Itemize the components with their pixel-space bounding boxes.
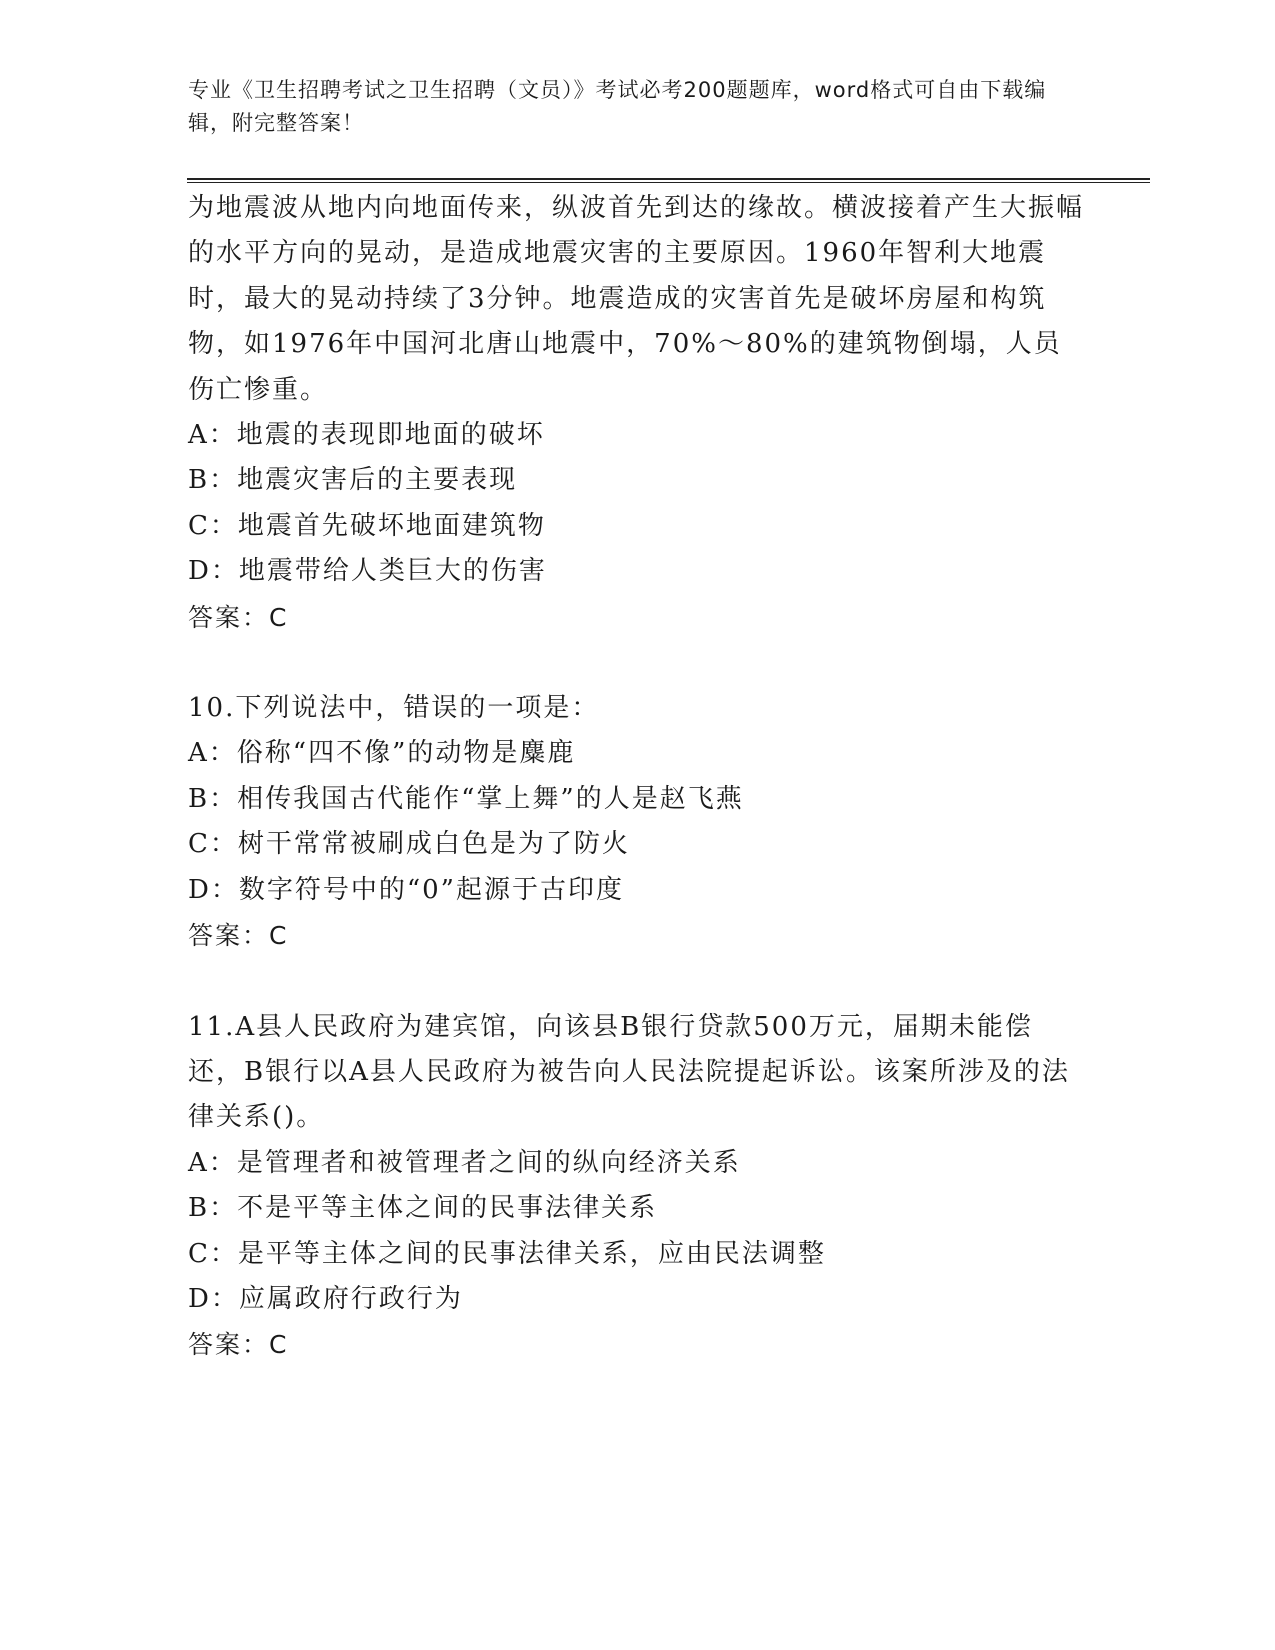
answer: 答案：C xyxy=(188,1330,289,1360)
option-c: C：地震首先破坏地面建筑物 xyxy=(188,510,546,541)
document-body xyxy=(188,186,1088,1368)
option-a: A：是管理者和被管理者之间的纵向经济关系 xyxy=(188,1147,741,1178)
header-divider xyxy=(187,178,1150,183)
option-b: B：不是平等主体之间的民事法律关系 xyxy=(188,1193,658,1224)
header-title: 专业《卫生招聘考试之卫生招聘（文员）》考试必考200题题库，word格式可自由下载编辑，附完整答案！ xyxy=(188,78,1047,135)
spacer xyxy=(188,640,1088,686)
option-d: D：应属政府行政行为 xyxy=(188,1283,463,1314)
option-c: C：树干常常被刷成白色是为了防火 xyxy=(188,829,630,860)
option-c: C：是平等主体之间的民事法律关系，应由民法调整 xyxy=(188,1238,826,1269)
option-b: B：相传我国古代能作“掌上舞”的人是赵飞燕 xyxy=(188,783,744,814)
answer: 答案：C xyxy=(188,921,289,951)
question-10 xyxy=(188,686,1088,958)
question-continuation xyxy=(188,186,1088,640)
spacer xyxy=(188,959,1088,1005)
option-b: B：地震灾害后的主要表现 xyxy=(188,465,518,496)
question-11 xyxy=(188,1005,1088,1368)
question-text: 为地震波从地内向地面传来，纵波首先到达的缘故。横波接着产生大振幅的水平方向的晃动，是造成地震灾害的主要原因。1960年智利大地震时，最大的晃动持续了3分钟。地震造成的灾害首先是破坏房屋和构筑物，如1976年中国河北唐山地震中，70%～80%的建筑物倒塌，人员伤亡惨重。 xyxy=(188,193,1085,405)
option-a: A：俗称“四不像”的动物是麋鹿 xyxy=(188,738,576,769)
answer: 答案：C xyxy=(188,602,289,632)
option-d: D：数字符号中的“0”起源于古印度 xyxy=(188,874,624,905)
question-stem: 10.下列说法中，错误的一项是： xyxy=(188,693,600,724)
option-a: A：地震的表现即地面的破坏 xyxy=(188,420,545,451)
page-header xyxy=(188,74,1068,140)
option-d: D：地震带给人类巨大的伤害 xyxy=(188,556,547,587)
question-stem: 11.A县人民政府为建宾馆，向该县B银行贷款500万元，届期未能偿还，B银行以A县人民政府为被告向人民法院提起诉讼。该案所涉及的法律关系()。 xyxy=(188,1011,1070,1133)
